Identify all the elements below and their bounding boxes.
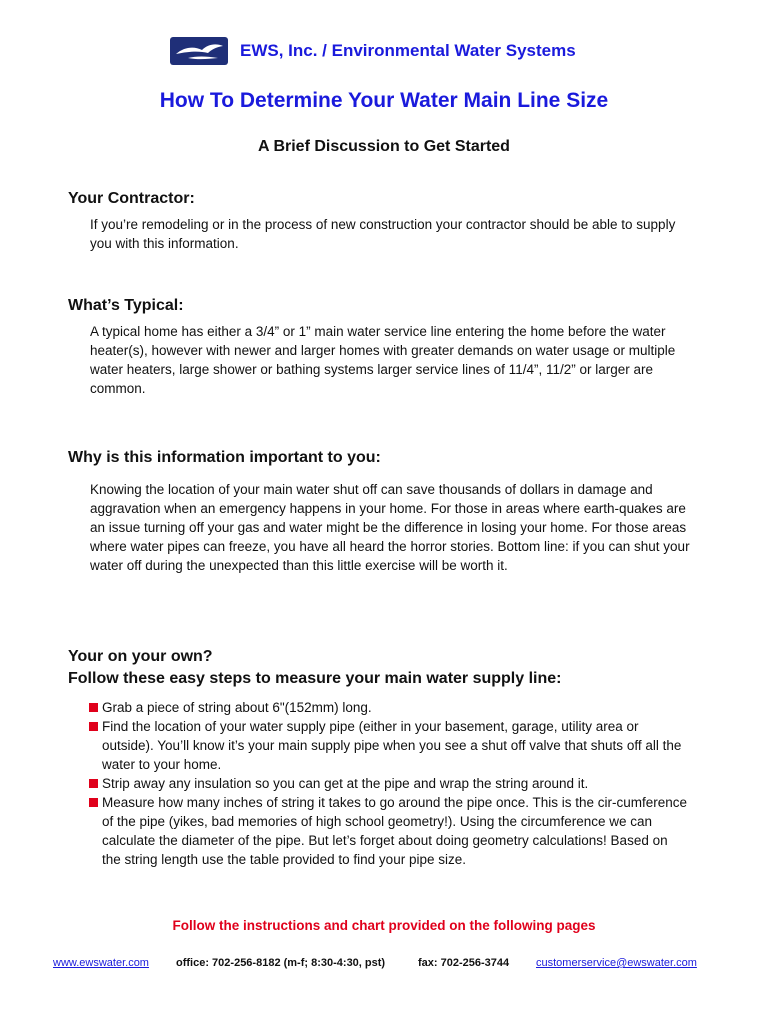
section-heading-steps: Follow these easy steps to measure your main water supply line:: [68, 670, 562, 687]
bullet-square-icon: [89, 722, 98, 731]
page-subtitle: A Brief Discussion to Get Started: [258, 138, 510, 155]
step-text: Find the location of your water supply pipe (either in your basement, garage, utility area or outside). You’ll know it’s your main supply pipe when you see a shut off valve that shuts off all the water to your home.: [102, 719, 682, 772]
fax-number: fax: 702-256-3744: [418, 957, 510, 969]
steps-list: [89, 698, 689, 869]
list-item: [89, 717, 689, 774]
section-body-typical: A typical home has either a 3/4” or 1” main water service line entering the home before the water heater(s), however with newer and larger homes with greater demands on water usage or multiple water heaters, large shower or bathing systems larger service lines of 11/4”, 11/2” or larger are common.: [90, 324, 676, 396]
list-item: [89, 698, 689, 717]
step-text: Grab a piece of string about 6"(152mm) long.: [102, 700, 372, 715]
bullet-square-icon: [89, 798, 98, 807]
page-title: How To Determine Your Water Main Line Size: [159, 89, 609, 112]
section-body-importance: Knowing the location of your main water shut off can save thousands of dollars in damage and aggravation when an emergency happens in your home. For those in areas where earth-quakes are an issue turning off your gas and water might be the difference in losing your home. For those areas where water pipes can freeze, you have all heard the horror stories. Bottom line: if you can shut your water off during the unexpected than this little exercise will be worth it.: [90, 482, 690, 573]
bullet-square-icon: [89, 779, 98, 788]
followup-note: Follow the instructions and chart provided on the following pages: [172, 918, 596, 933]
office-phone: office: 702-256-8182 (m-f; 8:30-4:30, pst): [176, 957, 386, 969]
page-footer: [53, 957, 713, 973]
step-text: Strip away any insulation so you can get at the pipe and wrap the string around it.: [102, 776, 589, 791]
section-heading-importance: Why is this information important to you:: [68, 449, 381, 466]
section-heading-typical: What’s Typical:: [68, 297, 184, 314]
email-link[interactable]: customerservice@ewswater.com: [536, 957, 697, 969]
section-heading-own: Your on your own?: [68, 648, 213, 665]
section-body-contractor: If you’re remodeling or in the process of new construction your contractor should be able to supply you with this information.: [90, 217, 676, 251]
bullet-square-icon: [89, 703, 98, 712]
list-item: [89, 793, 689, 869]
ews-bird-logo-icon: [170, 37, 228, 65]
step-text: Measure how many inches of string it takes to go around the pipe once. This is the cir-cumference of the pipe (yikes, bad memories of high school geometry!). Using the circumference we can calculate the diameter of the pipe. But let’s forget about doing geometry calculations! Based on the string length use the table provided to find your pipe size.: [102, 795, 688, 867]
website-link[interactable]: www.ewswater.com: [53, 957, 149, 969]
list-item: [89, 774, 689, 793]
section-heading-contractor: Your Contractor:: [68, 190, 195, 207]
page-header: [170, 36, 576, 66]
company-name: EWS, Inc. / Environmental Water Systems: [240, 41, 576, 60]
